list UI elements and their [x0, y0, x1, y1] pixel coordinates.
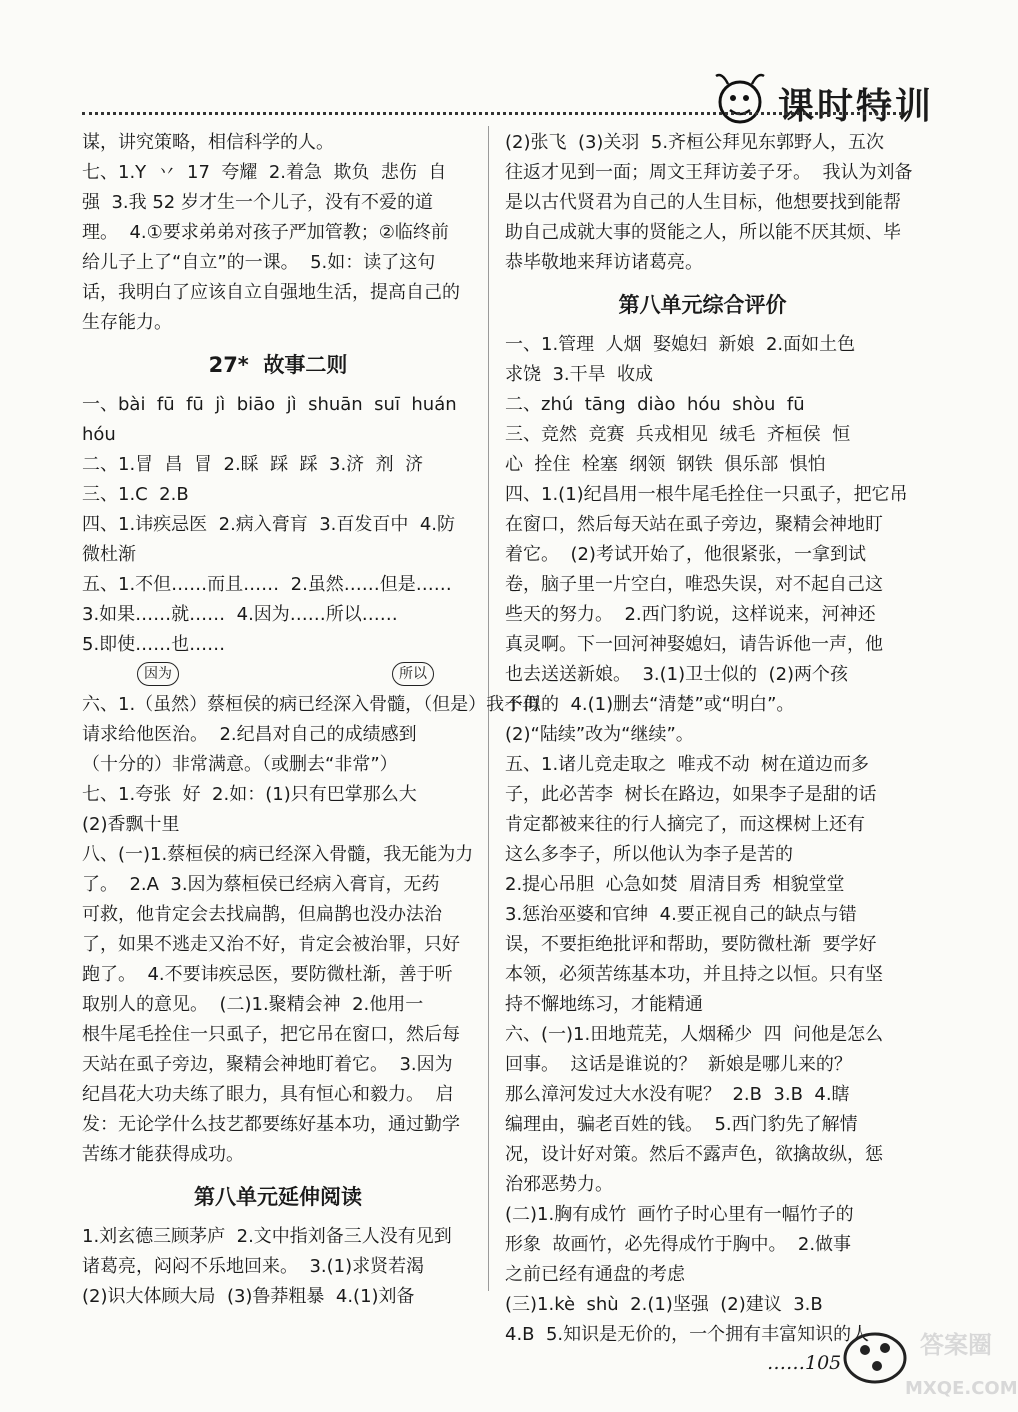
- series-title: 课时特训: [778, 85, 935, 127]
- ladybug-icon: [835, 1320, 915, 1390]
- answer-line: (2)张飞 (3)关羽 5.齐桓公拜见东郭野人，五次: [505, 132, 885, 153]
- answer-line: 一、bài fū fū jì biāo jì shuān suī huán: [82, 394, 457, 415]
- right-column: [505, 128, 913, 1350]
- answer-line: 子，此必苦李 树长在路边，如果李子是甜的话: [505, 784, 877, 805]
- answer-line: 谋，讲究策略，相信科学的人。: [82, 132, 334, 153]
- answer-line: 三、1.C 2.B: [82, 484, 189, 505]
- answer-line: 那么漳河发过大水没有呢？ 2.B 3.B 4.瞎: [505, 1084, 850, 1105]
- answer-line: 卷，脑子里一片空白，唯恐失误，对不起自己这: [505, 574, 883, 595]
- answer-line: 着它。 (2)考试开始了，他很紧张，一拿到试: [505, 544, 866, 565]
- answer-line: 治邪恶势力。: [505, 1174, 613, 1195]
- annotation-bubble: 所以: [392, 662, 434, 686]
- answer-line: 发：无论学什么技艺都要练好基本功，通过勤学: [82, 1114, 460, 1135]
- annotation-bubbles: [82, 660, 474, 690]
- answer-line: 往返才见到一面；周文王拜访姜子牙。 我认为刘备: [505, 162, 913, 183]
- answer-line: 取别人的意见。 (二)1.聚精会神 2.他用一: [82, 994, 424, 1015]
- answer-line: 强 3.我 52 岁才生一个儿子，没有不爱的道: [82, 192, 433, 213]
- answer-line: 真灵啊。下一回河神娶媳妇，请告诉他一声，他: [505, 634, 883, 655]
- answer-line: 5.即使……也……: [82, 634, 226, 655]
- section-heading: 27* 故事二则: [208, 353, 348, 377]
- section-heading: 第八单元延伸阅读: [194, 1185, 362, 1209]
- answer-line: 心 拴住 栓塞 纲领 钢铁 俱乐部 惧怕: [505, 454, 826, 475]
- answer-line: 生存能力。: [82, 312, 172, 333]
- answer-line: 理。 4.①要求弟弟对孩子严加管教；②临终前: [82, 222, 449, 243]
- answer-line: 请求给他医治。 2.纪昌对自己的成绩感到: [82, 724, 417, 745]
- answer-line: 了。 2.A 3.因为蔡桓侯已经病入膏肓，无药: [82, 874, 440, 895]
- answer-line: 跑了。 4.不要讳疾忌医，要防微杜渐，善于听: [82, 964, 453, 985]
- answer-line: 五、1.诸儿竞走取之 唯戎不动 树在道边而多: [505, 754, 870, 775]
- answer-line: 八、(一)1.蔡桓侯的病已经深入骨髓，我无能为力: [82, 844, 474, 865]
- answer-line: 况，设计好对策。然后不露声色，欲擒故纵，惩: [505, 1144, 883, 1165]
- answer-line: 在窗口，然后每天站在虱子旁边，聚精会神地盯: [505, 514, 883, 535]
- answer-line: 回事。 这话是谁说的？ 新娘是哪儿来的？: [505, 1054, 852, 1075]
- answer-line: 4.B 5.知识是无价的，一个拥有丰富知识的人: [505, 1324, 870, 1345]
- answer-line: 了，如果不逃走又治不好，肯定会被治罪，只好: [82, 934, 460, 955]
- answer-line: 一、1.管理 人烟 娶媳妇 新娘 2.面如土色: [505, 334, 856, 355]
- answer-line: 求饶 3.干旱 收成: [505, 364, 654, 385]
- answer-line: (二)1.胸有成竹 画竹子时心里有一幅竹子的: [505, 1204, 854, 1225]
- page-header: [700, 70, 935, 130]
- answer-line: 五、1.不但……而且…… 2.虽然……但是……: [82, 574, 452, 595]
- answer-line: 恭毕敬地来拜访诸葛亮。: [505, 252, 703, 273]
- answer-line: 本领，必须苦练基本功，并且持之以恒。只有坚: [505, 964, 883, 985]
- watermark: 答案圈: [920, 1331, 992, 1359]
- answer-line: 七、1.夸张 好 2.如：(1)只有巴掌那么大: [82, 784, 417, 805]
- answer-line: 四、1.(1)纪昌用一根牛尾毛拴住一只虱子，把它吊: [505, 484, 908, 505]
- answer-line: 是以古代贤君为自己的人生目标，他想要找到能帮: [505, 192, 901, 213]
- answer-line: 肯定都被来往的行人摘完了，而这棵树上还有: [505, 814, 865, 835]
- answer-line: （十分的）非常满意。（或删去“非常”）: [82, 754, 398, 775]
- header-rule: [82, 112, 902, 115]
- answer-line: (2)识大体顾大局 (3)鲁莽粗暴 4.(1)刘备: [82, 1286, 415, 1307]
- answer-line: 二、1.冒 昌 冒 2.睬 踩 踩 3.济 剂 济: [82, 454, 424, 475]
- answer-line: 子似的 4.(1)删去“清楚”或“明白”。: [505, 694, 795, 715]
- answer-line: 给儿子上了“自立”的一课。 5.如：读了这句: [82, 252, 436, 273]
- bee-mascot-icon: [712, 70, 768, 126]
- answer-line: 六、1.（虽然）蔡桓侯的病已经深入骨髓，（但是）我不再: [82, 694, 541, 715]
- answer-line: 也去送送新娘。 3.(1)卫士似的 (2)两个孩: [505, 664, 849, 685]
- answer-line: 纪昌花大功夫练了眼力，具有恒心和毅力。 启: [82, 1084, 454, 1105]
- answer-line: 2.提心吊胆 心急如焚 眉清目秀 相貌堂堂: [505, 874, 845, 895]
- answer-line: 编理由，骗老百姓的钱。 5.西门豹先了解情: [505, 1114, 858, 1135]
- answer-line: 四、1.讳疾忌医 2.病入膏肓 3.百发百中 4.防: [82, 514, 456, 535]
- answer-line: (2)香飘十里: [82, 814, 180, 835]
- section-heading: 第八单元综合评价: [618, 293, 787, 317]
- answer-line: 误，不要拒绝批评和帮助，要防微杜渐 要学好: [505, 934, 877, 955]
- answer-line: 微杜渐: [82, 544, 136, 565]
- answer-line: (三)1.kè shù 2.(1)坚强 (2)建议 3.B: [505, 1294, 823, 1315]
- answer-line: 诸葛亮，闷闷不乐地回来。 3.(1)求贤若渴: [82, 1256, 425, 1277]
- answer-line: 助自己成就大事的贤能之人，所以能不厌其烦、毕: [505, 222, 901, 243]
- watermark-url: MXQE.COM: [905, 1378, 1018, 1399]
- answer-line: 这么多李子，所以他认为李子是苦的: [505, 844, 793, 865]
- answer-line: 1.刘玄德三顾茅庐 2.文中指刘备三人没有见到: [82, 1226, 452, 1247]
- answer-line: 三、竞然 竞赛 兵戎相见 绒毛 齐桓侯 恒: [505, 424, 851, 445]
- answer-line: 形象 故画竹，必先得成竹于胸中。 2.做事: [505, 1234, 852, 1255]
- answer-line: 3.如果……就…… 4.因为……所以……: [82, 604, 398, 625]
- answer-line: 持不懈地练习，才能精通: [505, 994, 703, 1015]
- answer-line: 苦练才能获得成功。: [82, 1144, 244, 1165]
- answer-line: hóu: [82, 424, 116, 445]
- answer-line: 话，我明白了应该自立自强地生活，提高自己的: [82, 282, 460, 303]
- answer-line: 可救，他肯定会去找扁鹊，但扁鹊也没办法治: [82, 904, 442, 925]
- answer-line: 天站在虱子旁边，聚精会神地盯着它。 3.因为: [82, 1054, 453, 1075]
- left-column: [82, 128, 541, 1312]
- answer-line: (2)“陆续”改为“继续”。: [505, 724, 694, 745]
- answer-line: 二、zhú tāng diào hóu shòu fū: [505, 394, 805, 415]
- answer-line: 些天的努力。 2.西门豹说，这样说来，河神还: [505, 604, 876, 625]
- answer-line: 之前已经有通盘的考虑: [505, 1264, 685, 1285]
- answer-line: 根牛尾毛拴住一只虱子，把它吊在窗口，然后每: [82, 1024, 460, 1045]
- answer-line: 七、1.Y 丷 17 夸耀 2.着急 欺负 悲伤 自: [82, 162, 447, 183]
- annotation-bubble: 因为: [137, 662, 179, 686]
- page-number: ……105: [767, 1352, 842, 1374]
- answer-line: 3.惩治巫婆和官绅 4.要正视自己的缺点与错: [505, 904, 857, 925]
- answer-line: 六、(一)1.田地荒芜，人烟稀少 四 问他是怎么: [505, 1024, 884, 1045]
